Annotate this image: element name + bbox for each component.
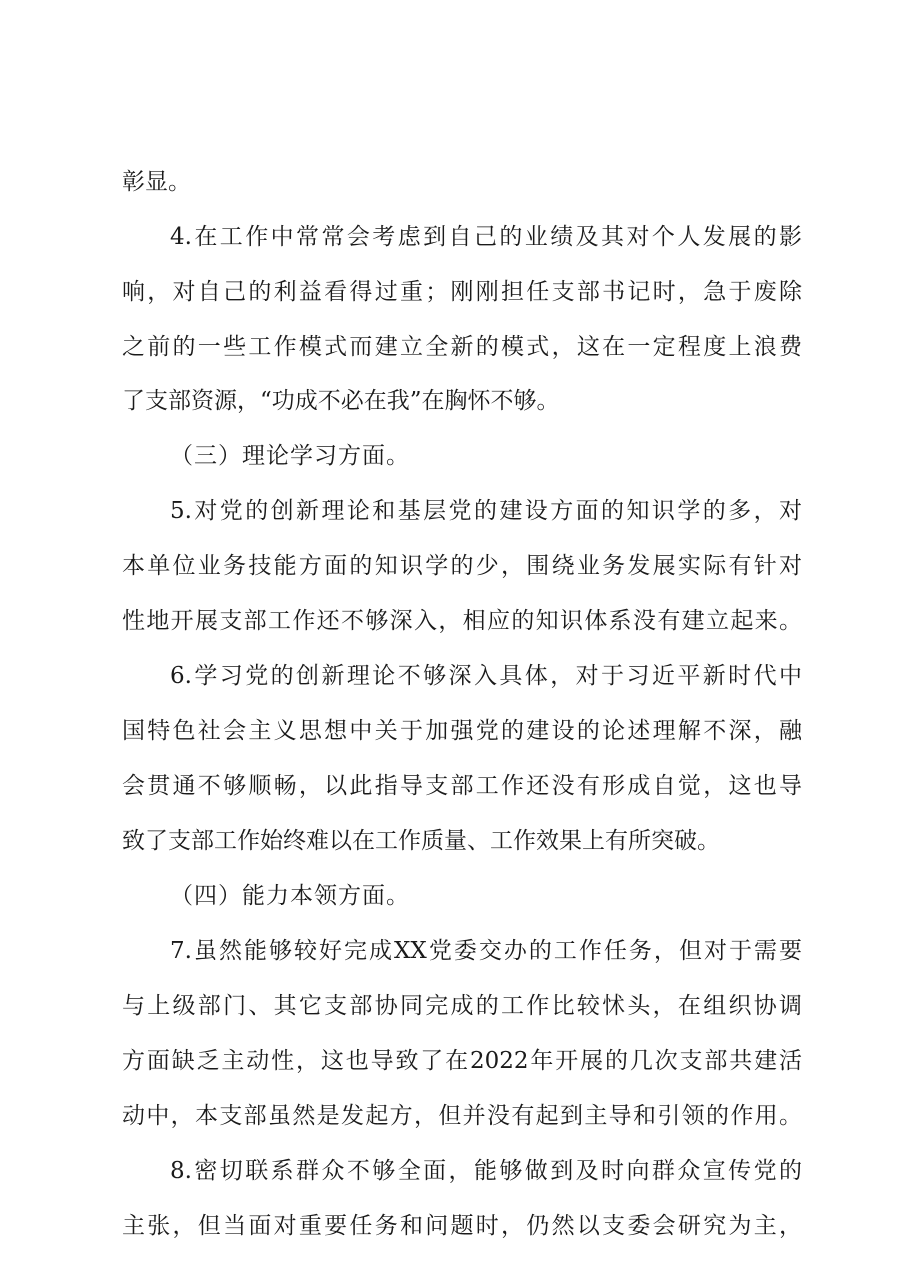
paragraph-line: 动中，本支部虽然是发起方，但并没有起到主导和引领的作用。 <box>122 1103 802 1129</box>
section-heading: （三）理论学习方面。 <box>170 443 410 469</box>
paragraph-line: 致了支部工作始终难以在工作质量、工作效果上有所突破。 <box>122 828 720 854</box>
paragraph-line: 彰显。 <box>122 169 191 195</box>
paragraph-line: 会贯通不够顺畅，以此指导支部工作还没有形成自觉，这也导 <box>122 773 802 799</box>
paragraph-line: 了支部资源，“功成不必在我”在胸怀不够。 <box>122 388 560 414</box>
paragraph-line: 之前的一些工作模式而建立全新的模式，这在一定程度上浪费 <box>122 334 802 360</box>
paragraph-line: 方面缺乏主动性，这也导致了在2022年开展的几次支部共建活 <box>122 1048 802 1074</box>
paragraph-line: 主张，但当面对重要任务和问题时，仍然以支委会研究为主， <box>122 1213 802 1239</box>
paragraph-line: 6.学习党的创新理论不够深入具体，对于习近平新时代中 <box>170 663 802 689</box>
paragraph-line: 国特色社会主义思想中关于加强党的建设的论述理解不深，融 <box>122 718 802 744</box>
paragraph-line: 响，对自己的利益看得过重；刚刚担任支部书记时，急于废除 <box>122 279 802 305</box>
section-heading: （四）能力本领方面。 <box>170 883 410 909</box>
paragraph-line: 与上级部门、其它支部协同完成的工作比较怵头，在组织协调 <box>122 993 802 1019</box>
paragraph-line: 4.在工作中常常会考虑到自己的业绩及其对个人发展的影 <box>170 224 802 250</box>
paragraph-line: 7.虽然能够较好完成XX党委交办的工作任务，但对于需要 <box>170 938 802 964</box>
paragraph-line: 5.对党的创新理论和基层党的建设方面的知识学的多，对 <box>170 498 802 524</box>
paragraph-line: 本单位业务技能方面的知识学的少，围绕业务发展实际有针对 <box>122 553 802 579</box>
paragraph-line: 性地开展支部工作还不够深入，相应的知识体系没有建立起来。 <box>122 608 802 634</box>
paragraph-line: 8.密切联系群众不够全面，能够做到及时向群众宣传党的 <box>170 1158 802 1184</box>
